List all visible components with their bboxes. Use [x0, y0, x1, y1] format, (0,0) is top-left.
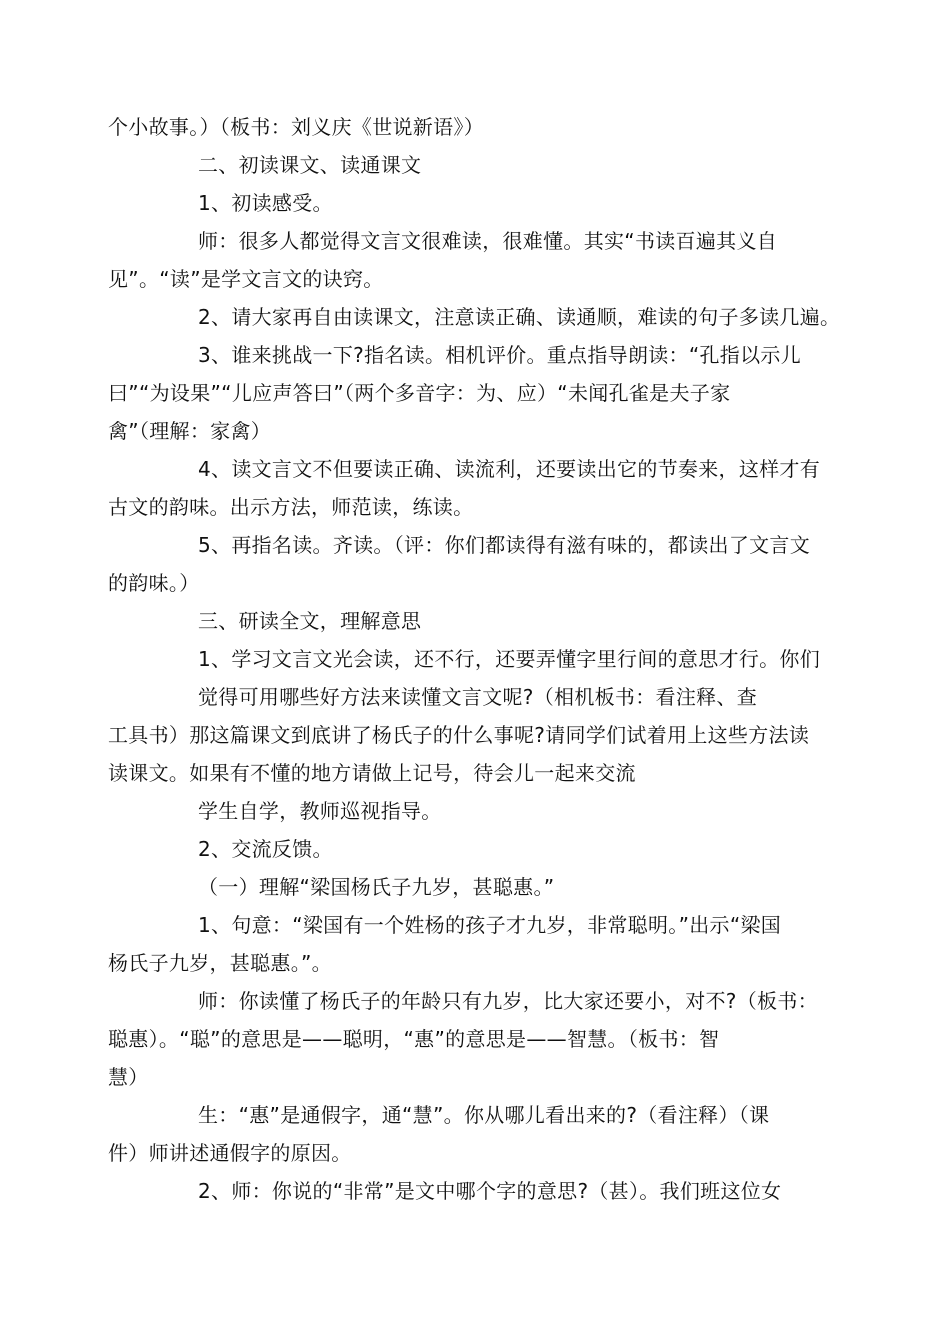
text-line: 1、初读感受。	[198, 191, 333, 215]
text-line: 2、请大家再自由读课文，注意读正确、读通顺，难读的句子多读几遍。	[198, 305, 841, 329]
text-line: 2、交流反馈。	[198, 837, 333, 861]
text-line: 5、再指名读。齐读。（评：你们都读得有滋有味的，都读出了文言文	[198, 533, 811, 557]
text-line: 聪惠）。“聪”的意思是——聪明，“惠”的意思是——智慧。（板书：智	[108, 1027, 720, 1051]
text-line: 觉得可用哪些好方法来读懂文言文呢?（相机板书：看注释、查	[198, 685, 758, 709]
text-line: 曰”“为设果”“儿应声答曰”（两个多音字：为、应）“未闻孔雀是夫子家	[108, 381, 731, 405]
text-line: 见”。“读”是学文言文的诀窍。	[108, 267, 384, 291]
text-line: 禽”（理解：家禽）	[108, 419, 272, 443]
text-line: 慧）	[108, 1065, 149, 1089]
text-line: 件）师讲述通假字的原因。	[108, 1141, 352, 1165]
text-line: 生：“惠”是通假字，通“慧”。你从哪儿看出来的?（看注释）（课	[198, 1103, 770, 1127]
section-heading: 二、初读课文、读通课文	[198, 153, 422, 177]
text-line: 3、谁来挑战一下?指名读。相机评价。重点指导朗读：“孔指以示儿	[198, 343, 802, 367]
section-heading: 三、研读全文，理解意思	[198, 609, 422, 633]
text-line: 的韵味。）	[108, 571, 200, 595]
text-line: 古文的韵味。出示方法，师范读，练读。	[108, 495, 474, 519]
text-line: 4、读文言文不但要读正确、读流利，还要读出它的节奏来，这样才有	[198, 457, 821, 481]
text-line: 读课文。如果有不懂的地方请做上记号，待会儿一起来交流	[108, 761, 636, 785]
text-line: 师：你读懂了杨氏子的年龄只有九岁，比大家还要小，对不?（板书：	[198, 989, 818, 1013]
text-line: 2、师：你说的“非常”是文中哪个字的意思?（甚）。我们班这位女	[198, 1179, 782, 1203]
text-line: 工具书）那这篇课文到底讲了杨氏子的什么事呢?请同学们试着用上这些方法读	[108, 723, 810, 747]
text-line: 1、学习文言文光会读，还不行，还要弄懂字里行间的意思才行。你们	[198, 647, 821, 671]
text-line: 个小故事。）（板书：刘义庆《世说新语》）	[108, 115, 484, 139]
text-line: 1、句意：“梁国有一个姓杨的孩子才九岁，非常聪明。”出示“梁国	[198, 913, 782, 937]
text-line: 师：很多人都觉得文言文很难读，很难懂。其实“书读百遍其义自	[198, 229, 778, 253]
text-line: 学生自学，教师巡视指导。	[198, 799, 442, 823]
subsection-heading: （一）理解“梁国杨氏子九岁，甚聪惠。”	[198, 875, 555, 899]
text-line: 杨氏子九岁，甚聪惠。”。	[108, 951, 332, 975]
